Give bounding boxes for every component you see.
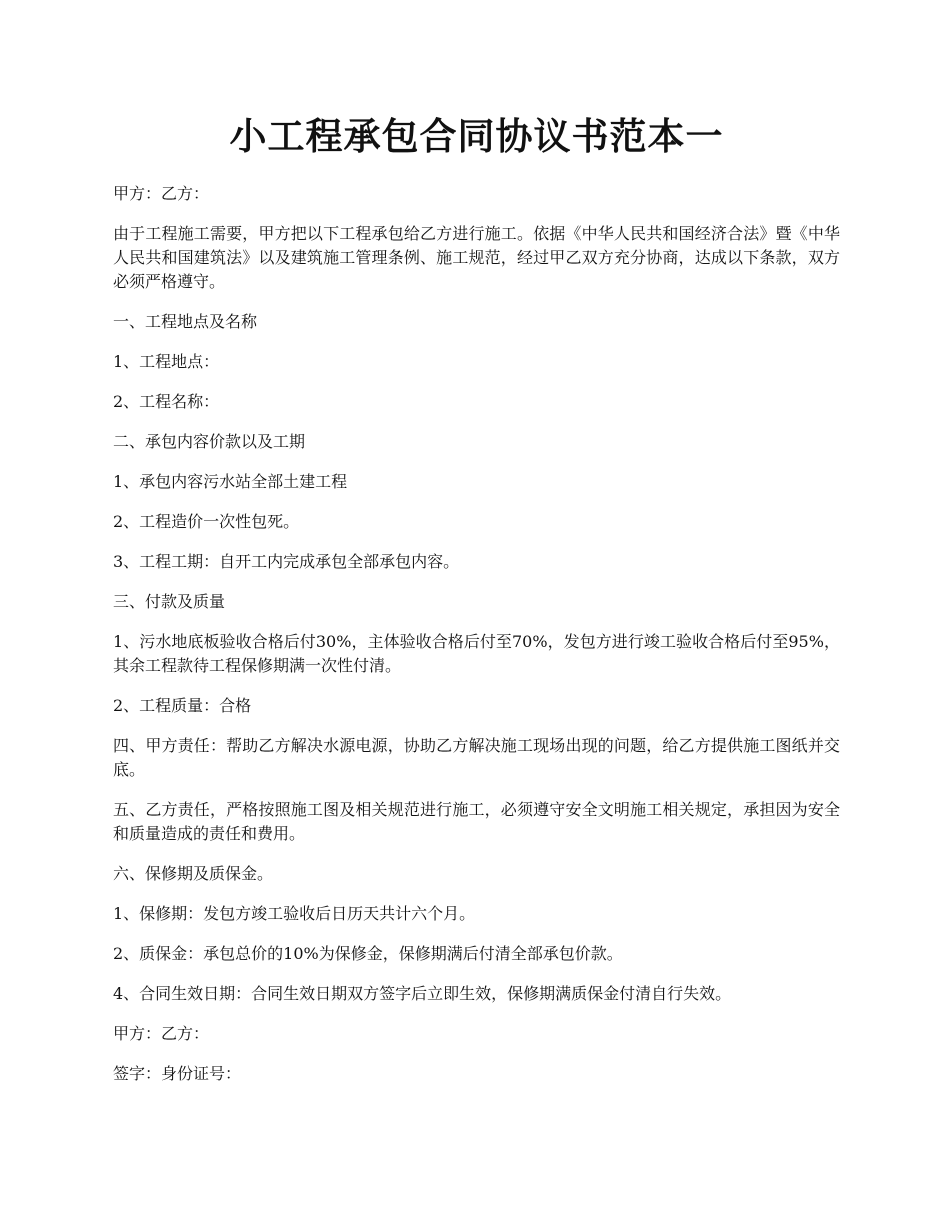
clause-payment: 1、污水地底板验收合格后付30%，主体验收合格后付至70%，发包方进行竣工验收合格后付至95%，其余工程款待工程保修期满一次性付清。 (113, 632, 840, 675)
clause-project-name: 2、工程名称： (113, 392, 220, 411)
clause-warranty-period: 1、保修期：发包方竣工验收后日历天共计六个月。 (113, 904, 476, 923)
party-line: 甲方：乙方： (113, 184, 210, 203)
section-heading-payment: 三、付款及质量 (113, 592, 226, 611)
section-party-b-duties: 五、乙方责任，严格按照施工图及相关规范进行施工，必须遵守安全文明施工相关规定，承担因为安全和质量造成的责任和费用。 (113, 800, 840, 843)
clause-retention: 2、质保金：承包总价的10%为保修金，保修期满后付清全部承包价款。 (113, 944, 623, 963)
clause-location: 1、工程地点： (113, 352, 220, 371)
clause-schedule: 3、工程工期：自开工内完成承包全部承包内容。 (113, 552, 460, 571)
clause-scope: 1、承包内容污水站全部土建工程 (113, 472, 348, 491)
clause-quality: 2、工程质量：合格 (113, 696, 252, 715)
signature-id-line: 签字：身份证号： (113, 1064, 242, 1083)
signature-party-line: 甲方：乙方： (113, 1024, 210, 1043)
section-heading-scope: 二、承包内容价款以及工期 (113, 432, 306, 451)
section-heading-location: 一、工程地点及名称 (113, 312, 258, 331)
clause-price: 2、工程造价一次性包死。 (113, 512, 300, 531)
intro-paragraph: 由于工程施工需要，甲方把以下工程承包给乙方进行施工。依据《中华人民共和国经济合法》暨《中华人民共和国建筑法》以及建筑施工管理条例、施工规范，经过甲乙双方充分协商，达成以下条款，双方必须严格遵守。 (113, 224, 840, 291)
section-party-a-duties: 四、甲方责任：帮助乙方解决水源电源，协助乙方解决施工现场出现的问题，给乙方提供施工图纸并交底。 (113, 736, 840, 779)
document-title: 小工程承包合同协议书范本一 (229, 114, 724, 158)
section-heading-warranty: 六、保修期及质保金。 (113, 864, 274, 883)
clause-effective-date: 4、合同生效日期：合同生效日期双方签字后立即生效，保修期满质保金付清自行失效。 (113, 984, 732, 1003)
